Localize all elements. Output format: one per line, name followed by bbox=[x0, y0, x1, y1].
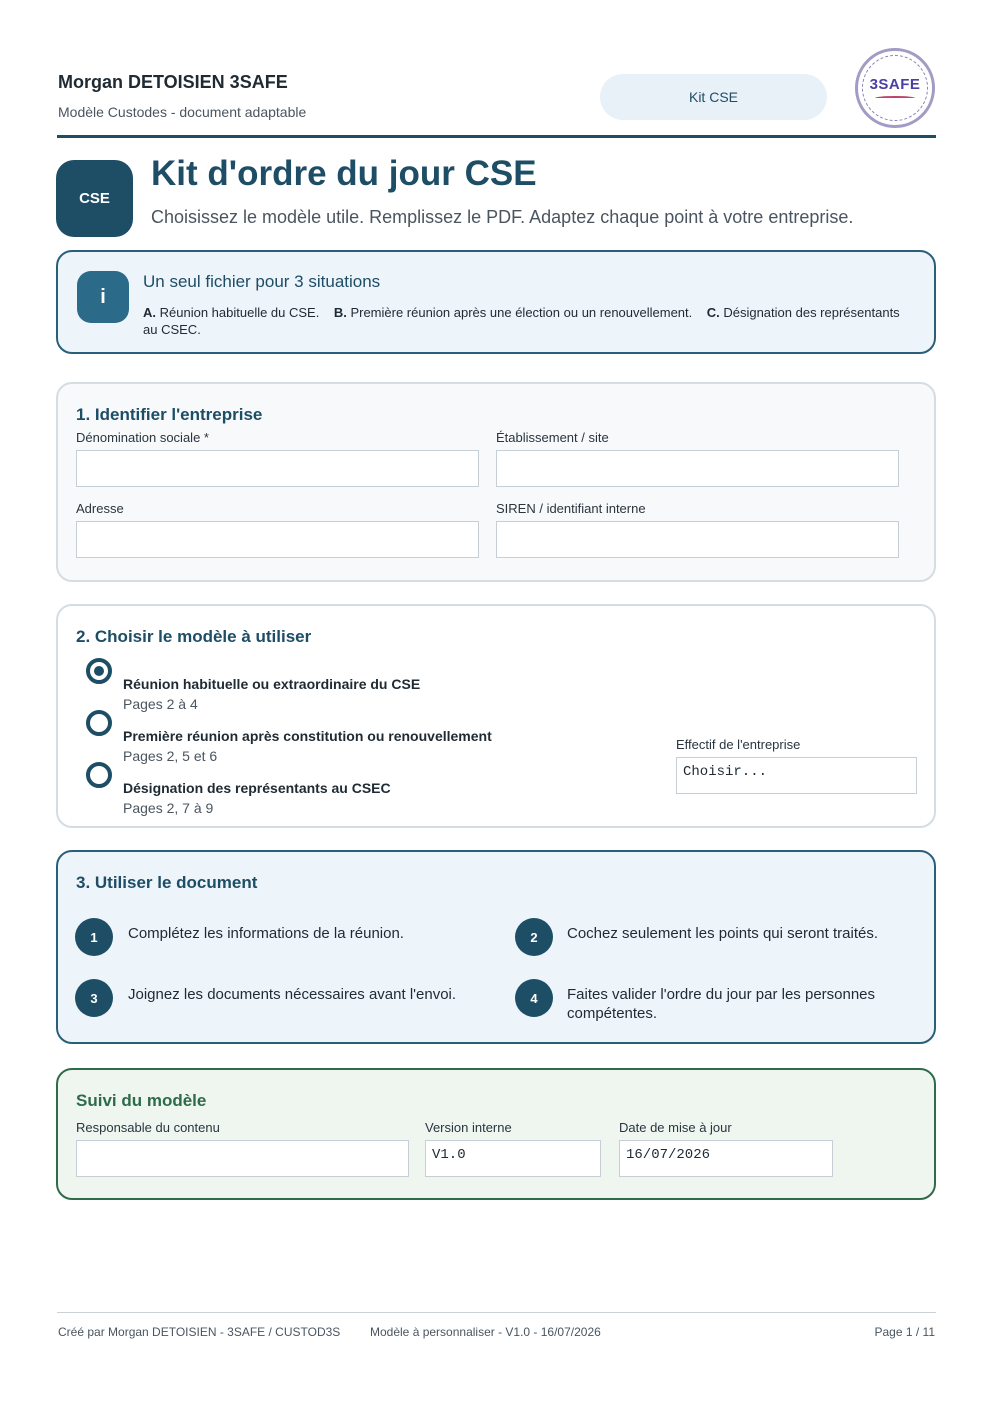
use-document-card bbox=[56, 850, 936, 1044]
adresse-field[interactable] bbox=[76, 521, 479, 558]
identify-company-card bbox=[56, 382, 936, 582]
logo-seal bbox=[862, 55, 928, 121]
3safe-logo bbox=[855, 48, 935, 128]
step-2-text: Cochez seulement les points qui seront traités. bbox=[567, 925, 878, 942]
info-c-key: C. bbox=[706, 305, 720, 320]
step-1-text: Complétez les informations de la réunion. bbox=[128, 925, 404, 942]
adresse-label: Adresse bbox=[76, 501, 124, 516]
section-1-title: 1. Identifier l'entreprise bbox=[76, 405, 263, 424]
footer-page: Page 1 / 11 bbox=[874, 1325, 935, 1339]
version-label: Version interne bbox=[425, 1120, 512, 1135]
step-3-number: 3 bbox=[75, 979, 113, 1017]
page-subtitle: Choisissez le modèle utile. Remplissez le PDF. Adaptez chaque point à votre entreprise. bbox=[151, 207, 854, 227]
step-4-number: 4 bbox=[515, 979, 553, 1017]
denomination-field[interactable] bbox=[76, 450, 479, 487]
info-a-key: A. bbox=[143, 305, 156, 320]
organization-name: Morgan DETOISIEN 3SAFE bbox=[58, 72, 288, 92]
info-b-key: B. bbox=[333, 305, 347, 320]
siren-label: SIREN / identifiant interne bbox=[496, 501, 646, 516]
responsable-field[interactable] bbox=[76, 1140, 409, 1177]
organization-subtitle: Modèle Custodes - document adaptable bbox=[58, 104, 307, 120]
kit-cse-pill-label: Kit CSE bbox=[688, 89, 738, 105]
date-field[interactable]: 16/07/2026 bbox=[619, 1140, 833, 1177]
header-divider bbox=[57, 135, 936, 138]
info-b-text: Première réunion après une élection ou un renouvellement. bbox=[350, 305, 693, 320]
step-2-number: 2 bbox=[515, 918, 553, 956]
option-a-pages: Pages 2 à 4 bbox=[123, 696, 198, 712]
info-icon bbox=[77, 271, 129, 323]
footer-model: Modèle à personnaliser - V1.0 - 16/07/2026 bbox=[370, 1325, 601, 1339]
cse-badge-label: CSE bbox=[79, 190, 110, 207]
footer-credit: Créé par Morgan DETOISIEN - 3SAFE / CUSTOD3S bbox=[58, 1325, 341, 1339]
option-b-label: Première réunion après constitution ou renouvellement bbox=[123, 728, 492, 744]
info-c-text: Désignation des représentants au CSEC. bbox=[143, 305, 900, 337]
step-4-text: Faites valider l'ordre du jour par les personnes compétentes. bbox=[567, 986, 876, 1022]
step-3-text: Joignez les documents nécessaires avant l'envoi. bbox=[128, 986, 457, 1003]
option-c-pages: Pages 2, 7 à 9 bbox=[123, 800, 214, 816]
footer-divider bbox=[57, 1312, 936, 1313]
cse-badge bbox=[56, 160, 133, 237]
option-a-label: Réunion habituelle ou extraordinaire du CSE bbox=[123, 676, 421, 692]
info-title: Un seul fichier pour 3 situations bbox=[143, 272, 381, 291]
logo-signature-icon bbox=[875, 96, 915, 100]
choose-model-card bbox=[56, 604, 936, 828]
effectif-label: Effectif de l'entreprise bbox=[676, 737, 801, 752]
page-title: Kit d'ordre du jour CSE bbox=[151, 154, 537, 193]
option-b-pages: Pages 2, 5 et 6 bbox=[123, 748, 218, 764]
version-field[interactable]: V1.0 bbox=[425, 1140, 601, 1177]
model-tracking-card bbox=[56, 1068, 936, 1200]
info-card bbox=[56, 250, 936, 354]
siren-field[interactable] bbox=[496, 521, 899, 558]
info-body bbox=[143, 304, 903, 338]
etablissement-field[interactable] bbox=[496, 450, 899, 487]
logo-brand-text: 3SAFE bbox=[869, 76, 921, 93]
effectif-select[interactable]: Choisir... bbox=[676, 757, 917, 794]
denomination-label: Dénomination sociale * bbox=[76, 430, 209, 445]
info-icon-glyph: i bbox=[100, 285, 106, 308]
option-c-label: Désignation des représentants au CSEC bbox=[123, 780, 391, 796]
suivi-title: Suivi du modèle bbox=[76, 1091, 207, 1110]
section-3-title: 3. Utiliser le document bbox=[76, 873, 258, 892]
kit-cse-pill bbox=[600, 74, 827, 120]
etablissement-label: Établissement / site bbox=[496, 430, 609, 445]
responsable-label: Responsable du contenu bbox=[76, 1120, 220, 1135]
date-label: Date de mise à jour bbox=[619, 1120, 732, 1135]
radio-model-c[interactable] bbox=[86, 762, 112, 788]
radio-model-a[interactable] bbox=[86, 658, 112, 684]
info-a-text: Réunion habituelle du CSE. bbox=[159, 305, 320, 320]
step-1-number: 1 bbox=[75, 918, 113, 956]
section-2-title: 2. Choisir le modèle à utiliser bbox=[76, 627, 312, 646]
radio-model-b[interactable] bbox=[86, 710, 112, 736]
